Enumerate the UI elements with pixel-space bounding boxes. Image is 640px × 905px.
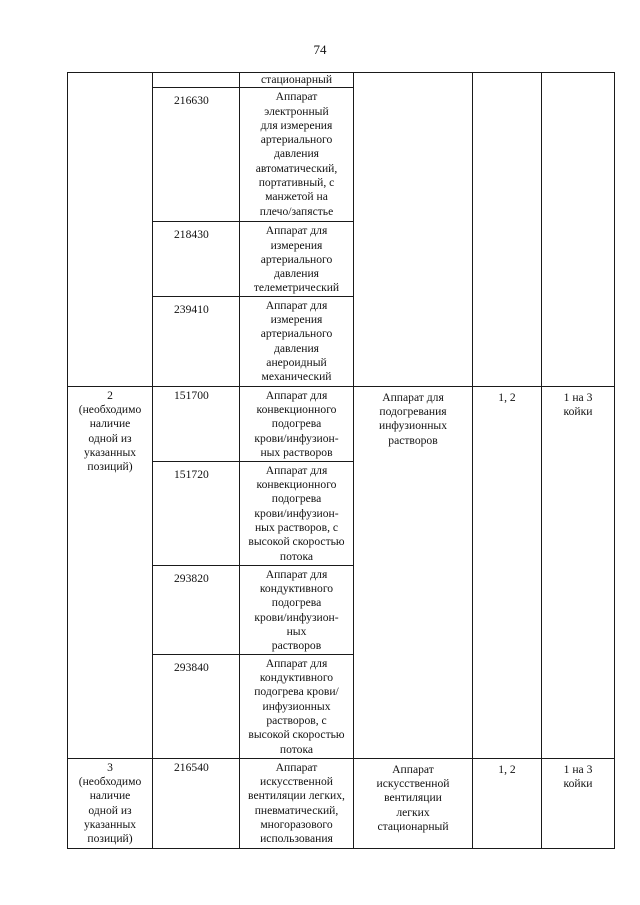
group-number-line: указанных: [83, 817, 137, 831]
name-line: использования: [260, 832, 333, 846]
name-cell: [240, 88, 354, 222]
name-line: плечо/запястье: [259, 204, 334, 218]
name-line: портативный, с: [258, 176, 335, 190]
name-line: Аппарат для: [265, 224, 328, 238]
device-line: растворов: [388, 433, 438, 447]
name-line: конвекционного: [256, 478, 337, 492]
name-line: измерения: [270, 313, 323, 327]
name-line: Аппарат для: [265, 567, 328, 581]
device-cell: [354, 386, 473, 758]
requirement-cell: [473, 73, 542, 387]
code-cell: 293840: [153, 654, 240, 758]
name-cell: [240, 222, 354, 296]
name-line: артериального: [260, 252, 333, 266]
device-line: инфузионных: [378, 419, 447, 433]
group-number-cell: [68, 386, 153, 758]
name-line: подогрева: [271, 417, 322, 431]
quantity-line: 1 на 3: [563, 390, 593, 404]
name-line: подогрева: [271, 492, 322, 506]
name-line: давления: [273, 341, 320, 355]
name-cell: [240, 386, 354, 461]
group-number-line: (необходимо: [78, 403, 142, 417]
name-cell: [240, 758, 354, 848]
device-cell: [354, 758, 473, 848]
group-number-line: (необходимо: [78, 775, 142, 789]
name-line: давления: [273, 267, 320, 281]
name-line: электронный: [264, 104, 329, 118]
device-line: стационарный: [377, 819, 449, 833]
name-line: Аппарат для: [265, 388, 328, 402]
name-cell: [240, 565, 354, 654]
name-line: подогрева крови/: [254, 685, 339, 699]
device-line: вентиляции: [384, 791, 442, 805]
quantity-cell: [542, 73, 615, 387]
name-line: Аппарат для: [265, 298, 328, 312]
table-row: [68, 73, 615, 88]
name-cell: [240, 654, 354, 758]
group-number-line: наличие: [89, 789, 131, 803]
group-number-cell: [68, 758, 153, 848]
name-line: Аппарат: [275, 90, 318, 104]
name-line: артериального: [260, 327, 333, 341]
name-line: ных растворов, с: [254, 520, 339, 534]
group-number-line: одной из: [88, 803, 132, 817]
name-line: растворов, с: [266, 713, 327, 727]
name-line: анероидный: [266, 355, 327, 369]
name-line: подогрева: [271, 596, 322, 610]
name-line: крови/инфузион-: [254, 506, 339, 520]
code-cell: 218430: [153, 222, 240, 296]
name-line: кондуктивного: [259, 582, 334, 596]
name-line: инфузионных: [262, 699, 331, 713]
name-line: механический: [261, 370, 332, 384]
name-line: ных: [286, 624, 307, 638]
name-line: давления: [273, 147, 320, 161]
name-line: многоразового: [260, 817, 333, 831]
name-line: потока: [279, 742, 314, 756]
name-line: пневматический,: [254, 803, 339, 817]
name-line: артериального: [260, 133, 333, 147]
quantity-cell: [542, 758, 615, 848]
code-cell: 216540: [153, 758, 240, 848]
group-number-line: 2: [107, 388, 113, 402]
group-number-line: указанных: [83, 445, 137, 459]
device-line: подогревания: [379, 405, 447, 419]
name-line: кондуктивного: [259, 671, 334, 685]
name-line: Аппарат для: [265, 463, 328, 477]
name-line: стационарный: [260, 73, 333, 86]
code-cell: 151720: [153, 461, 240, 565]
quantity-cell: [542, 386, 615, 758]
equipment-table: [67, 72, 615, 849]
name-line: высокой скоростью: [248, 535, 345, 549]
name-line: манжетой на: [265, 190, 328, 204]
name-line: конвекционного: [256, 403, 337, 417]
quantity-line: койки: [563, 405, 593, 419]
name-line: Аппарат: [275, 760, 318, 774]
page-number: 74: [313, 42, 327, 57]
requirement-cell: 1, 2: [473, 386, 542, 758]
requirement-cell: 1, 2: [473, 758, 542, 848]
quantity-line: койки: [563, 777, 593, 791]
name-line: потока: [279, 549, 314, 563]
group-number-line: позиций): [87, 460, 133, 474]
name-line: ных растворов: [260, 445, 333, 459]
device-cell: [354, 73, 473, 387]
name-line: для измерения: [260, 118, 333, 132]
group-number-line: одной из: [88, 431, 132, 445]
name-line: растворов: [271, 639, 322, 653]
group-number-line: наличие: [89, 417, 131, 431]
group-number-line: 3: [107, 760, 113, 774]
group-number-cell: [68, 73, 153, 387]
name-line: крови/инфузион-: [254, 610, 339, 624]
name-line: телеметрический: [253, 281, 340, 295]
code-cell: [153, 73, 240, 88]
code-cell: 216630: [153, 88, 240, 222]
name-cell: [240, 73, 354, 88]
table-row: [68, 758, 615, 848]
code-cell: 239410: [153, 296, 240, 386]
device-line: искусственной: [376, 777, 450, 791]
name-cell: [240, 461, 354, 565]
group-number-line: позиций): [87, 832, 133, 846]
name-line: крови/инфузион-: [254, 431, 339, 445]
name-line: автоматический,: [255, 161, 338, 175]
name-cell: [240, 296, 354, 386]
name-line: высокой скоростью: [248, 728, 345, 742]
name-line: измерения: [270, 238, 323, 252]
name-line: Аппарат для: [265, 656, 328, 670]
name-line: вентиляции легких,: [248, 789, 345, 803]
code-cell: 293820: [153, 565, 240, 654]
device-line: легких: [396, 805, 430, 819]
table-row: [68, 386, 615, 461]
device-line: Аппарат: [392, 762, 434, 776]
code-cell: 151700: [153, 386, 240, 461]
device-line: Аппарат для: [382, 390, 444, 404]
name-line: искусственной: [260, 775, 333, 789]
quantity-line: 1 на 3: [563, 762, 593, 776]
